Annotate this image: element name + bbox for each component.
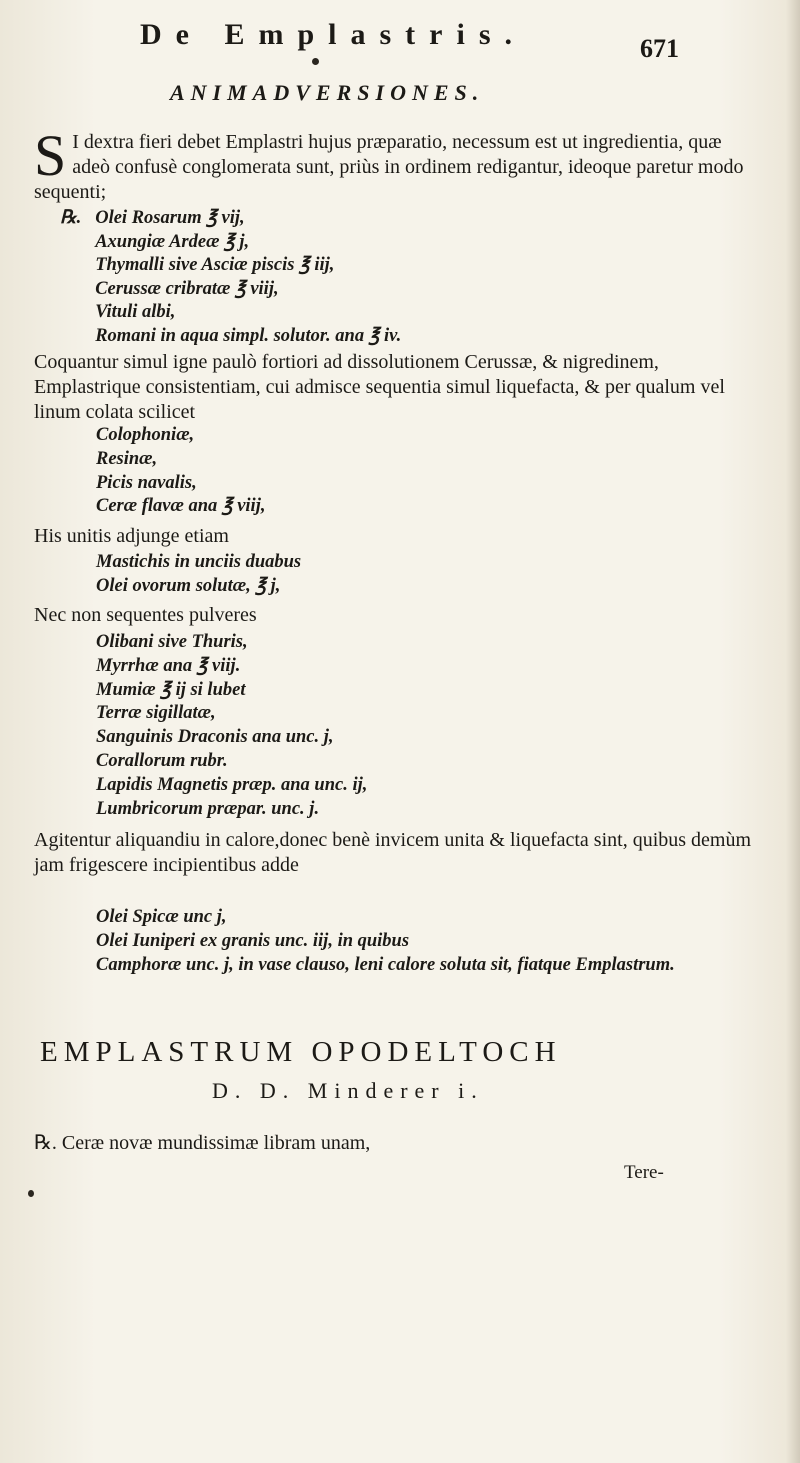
recipe-line: Olei Iuniperi ex granis unc. iij, in quibus (96, 930, 410, 951)
ink-blot (28, 1190, 34, 1197)
recipe-block-3 (96, 551, 301, 599)
recipe-line: Olei Spicæ unc j, (96, 907, 227, 927)
recipe-block-2 (96, 424, 265, 519)
emplastrum-title: EMPLASTRUM OPODELTOCH (40, 1036, 562, 1068)
recipe-symbol: ℞. (60, 208, 82, 228)
paragraph-2: Coquantur simul igne paulò fortiori ad dissolutionem Cerussæ, & nigredinem, Emplastrique consistentiam, cui admisce sequentia simul liquefacta, & per qualum vel linum colata scilicet (34, 351, 725, 423)
recipe-line: Ceræ flavæ ana ℥ viij, (96, 496, 266, 517)
recipe-line: Vituli albi, (95, 302, 176, 323)
recipe-block-1 (60, 207, 401, 349)
recipe-line: Resinæ, (96, 448, 158, 469)
paragraph-5: Agitentur aliquandiu in calore,donec benè invicem unita & liquefacta sint, quibus demùm jam frigescere incipientibus adde (34, 829, 752, 876)
recipe-line: Terræ sigillatæ, (96, 703, 216, 724)
recipe-block-5 (96, 906, 736, 977)
recipe-line: Mumiæ ℥ ij si lubet (96, 679, 246, 700)
recipe-line: Corallorum rubr. (96, 750, 228, 771)
recipe-line: Axungiæ Ardeæ ℥ j, (95, 231, 250, 252)
recipe-line: Cerussæ cribratæ ℥ viij, (95, 278, 279, 299)
intro-paragraph: S I dextra fieri debet Emplastri hujus præparatio, necessum est ut ingredientia, quæ adeò confusè conglomerata sunt, priùs in ordinem redigantur, ideoque paretur modo sequenti; (34, 123, 744, 203)
recipe-line: Myrrhæ ana ℥ viij. (96, 655, 241, 676)
recipe-line: Mastichis in unciis duabus (96, 552, 302, 572)
recipe-line: Olei ovorum solutæ, ℥ j, (96, 575, 281, 596)
ink-blot (312, 58, 319, 65)
drop-cap: S (34, 123, 67, 188)
recipe-line: Olibani sive Thuris, (96, 632, 248, 652)
recipe-line: Colophoniæ, (96, 425, 195, 445)
section-title: ANIMADVERSIONES. (170, 80, 485, 105)
recipe-line: Camphoræ unc. j, in vase clauso, leni calore soluta sit, fiatque Emplastrum. (96, 954, 675, 975)
recipe-line: Thymalli sive Asciæ piscis ℥ iij, (95, 255, 335, 276)
paragraph-3: His unitis adjunge etiam (34, 525, 229, 547)
emplastrum-author: D. D. Minderer i. (212, 1078, 484, 1103)
recipe-line: Lapidis Magnetis præp. ana unc. ij, (96, 774, 368, 795)
page-number: 671 (640, 34, 679, 63)
final-line: ℞. Ceræ novæ mundissimæ libram unam, (34, 1132, 371, 1154)
recipe-line: Romani in aqua simpl. solutor. ana ℥ iv. (95, 325, 402, 346)
catchword: Tere- (624, 1162, 664, 1183)
recipe-line: Olei Rosarum ℥ vij, (95, 208, 245, 228)
recipe-line: Sanguinis Draconis ana unc. j, (96, 727, 334, 748)
recipe-block-4 (96, 631, 367, 821)
recipe-line: Picis navalis, (96, 472, 197, 493)
recipe-line: Lumbricorum præpar. unc. j. (96, 798, 320, 819)
paragraph-4: Nec non sequentes pulveres (34, 604, 257, 626)
running-head: De Emplastris. (140, 18, 526, 51)
